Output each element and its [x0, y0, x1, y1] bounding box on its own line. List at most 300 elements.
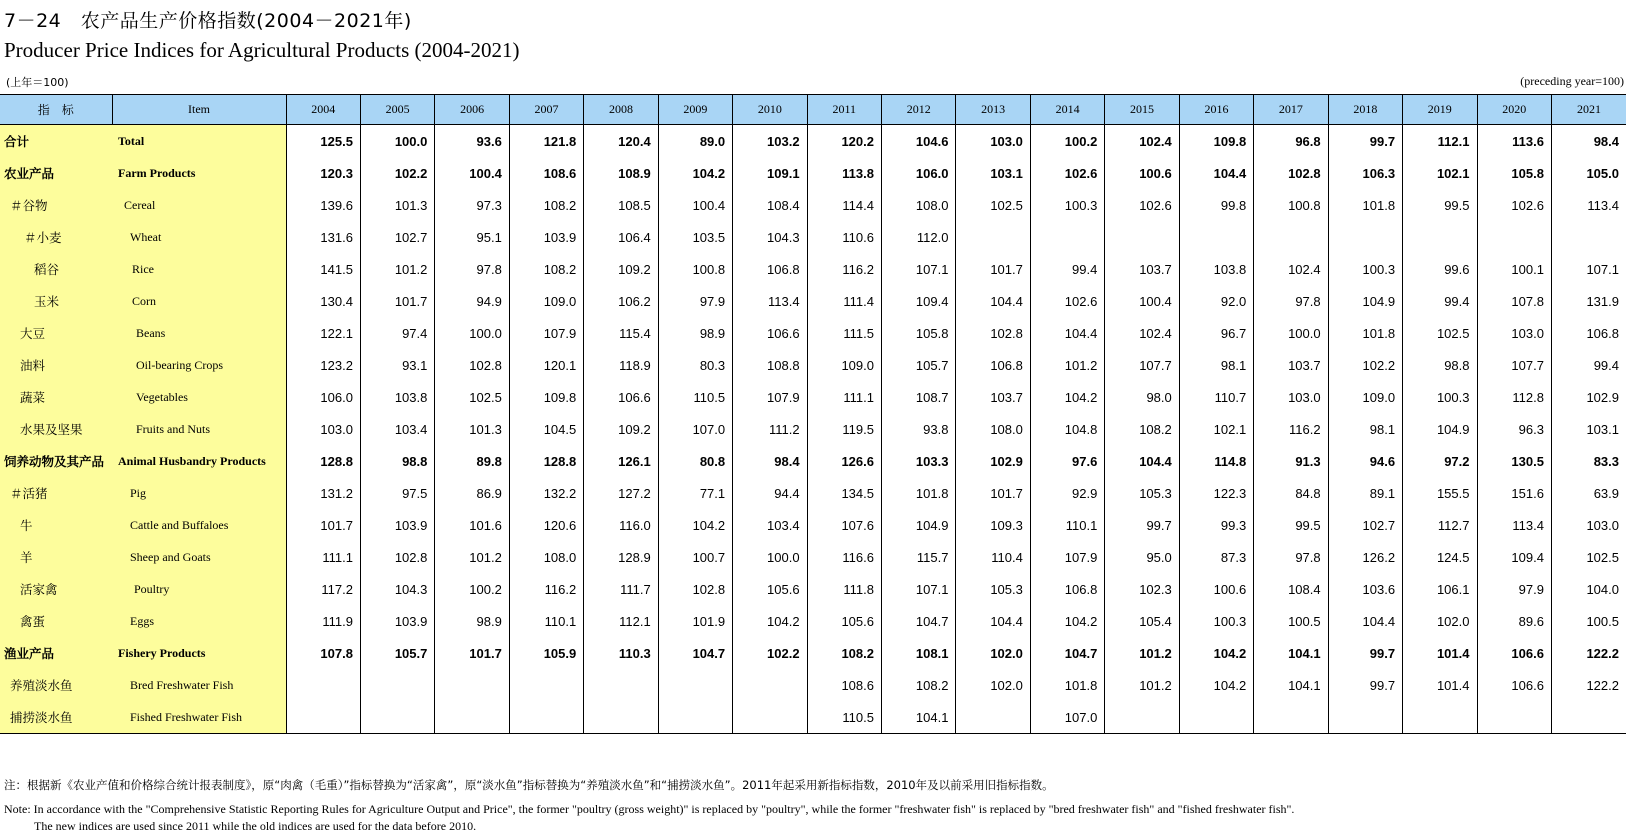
header-year: 2016	[1179, 95, 1253, 125]
value-cell: 103.0	[1254, 381, 1328, 413]
value-cell: 113.4	[1477, 509, 1551, 541]
value-cell: 125.5	[320, 133, 353, 149]
value-cell: 99.4	[1551, 349, 1626, 381]
value-cell: 110.7	[1179, 381, 1253, 413]
footnote-english-line1: Note: In accordance with the "Comprehensive Statistic Reporting Rules for Agriculture Output and Price", the former "poultry (gross weight)" is replaced by "poultry", while the former "freshwater fish" is replaced by "bred freshwater fish" and "fished freshwater fish".	[4, 802, 1295, 816]
value-cell: 107.8	[1477, 285, 1551, 317]
value-cell: 107.8	[320, 645, 353, 661]
value-cell: 104.8	[1030, 413, 1104, 445]
value-cell: 103.8	[1179, 253, 1253, 285]
value-cell: 106.6	[584, 381, 658, 413]
value-cell: 105.4	[1105, 605, 1179, 637]
value-cell: 120.1	[509, 349, 583, 381]
value-cell: 111.9	[322, 613, 353, 629]
value-cell: 99.3	[1179, 509, 1253, 541]
value-cell	[1477, 221, 1551, 253]
value-cell: 101.2	[360, 253, 434, 285]
value-cell	[360, 669, 434, 701]
value-cell: 108.0	[956, 413, 1030, 445]
value-cell: 104.1	[1254, 637, 1328, 669]
value-cell: 115.4	[584, 317, 658, 349]
value-cell: 99.5	[1254, 509, 1328, 541]
value-cell: 108.0	[882, 189, 956, 221]
value-cell	[509, 701, 583, 734]
value-cell: 103.3	[882, 445, 956, 477]
value-cell	[509, 669, 583, 701]
table-row	[0, 157, 1626, 189]
header-year: 2021	[1551, 95, 1626, 125]
value-cell: 102.0	[1403, 605, 1477, 637]
value-cell: 106.8	[733, 253, 807, 285]
value-cell: 104.4	[1030, 317, 1104, 349]
value-cell: 124.5	[1403, 541, 1477, 573]
value-cell: 100.3	[1179, 605, 1253, 637]
table-body	[0, 125, 1626, 734]
row-label-english: Vegetables	[112, 381, 286, 413]
footnote-chinese: 注：根据新《农业产值和价格综合统计报表制度》，原“肉禽（毛重）”指标替换为“活家禽”，原“淡水鱼”指标替换为“养殖淡水鱼”和“捕捞淡水鱼”。2011年起采用新指标指数，2010年及以前采用旧指标指数。	[4, 778, 1054, 792]
value-cell: 80.3	[658, 349, 732, 381]
row-label-chinese: 养殖淡水鱼	[0, 669, 112, 701]
value-cell: 110.5	[807, 701, 881, 734]
value-cell: 104.2	[658, 509, 732, 541]
value-cell: 108.0	[509, 541, 583, 573]
value-cell: 103.9	[509, 221, 583, 253]
value-cell: 100.4	[1105, 285, 1179, 317]
value-cell: 151.6	[1477, 477, 1551, 509]
value-cell: 103.0	[956, 125, 1030, 158]
footnote-english-line2: The new indices are used since 2011 while the old indices are used for the data before 2010.	[34, 819, 477, 833]
value-cell: 132.2	[509, 477, 583, 509]
value-cell: 110.1	[1030, 509, 1104, 541]
value-cell: 106.6	[1477, 637, 1551, 669]
value-cell: 123.2	[320, 357, 353, 373]
value-cell: 102.9	[1551, 381, 1626, 413]
value-cell: 110.3	[584, 637, 658, 669]
value-cell: 109.2	[584, 413, 658, 445]
header-indicator-chinese: 指 标	[0, 95, 112, 125]
value-cell: 141.5	[320, 261, 353, 277]
value-cell: 108.9	[584, 157, 658, 189]
value-cell: 104.3	[733, 221, 807, 253]
row-label-english: Animal Husbandry Products	[112, 445, 286, 477]
value-cell: 101.9	[658, 605, 732, 637]
value-cell: 102.7	[360, 221, 434, 253]
table-row	[0, 605, 1626, 637]
value-cell: 105.6	[733, 573, 807, 605]
row-label-chinese: 稻谷	[0, 253, 112, 285]
value-cell: 100.0	[435, 317, 509, 349]
value-cell	[1328, 221, 1402, 253]
value-cell: 109.3	[956, 509, 1030, 541]
value-cell: 106.1	[1403, 573, 1477, 605]
value-cell	[584, 701, 658, 734]
value-cell: 100.3	[1030, 189, 1104, 221]
value-cell: 107.1	[1551, 253, 1626, 285]
value-cell: 104.5	[509, 413, 583, 445]
value-cell: 93.6	[435, 125, 509, 158]
value-cell: 102.4	[1105, 317, 1179, 349]
value-cell: 104.4	[956, 605, 1030, 637]
value-cell: 104.4	[1328, 605, 1402, 637]
value-cell: 104.6	[882, 125, 956, 158]
row-label-english: Pig	[112, 477, 286, 509]
value-cell: 100.2	[435, 573, 509, 605]
value-cell: 101.7	[360, 285, 434, 317]
value-cell: 108.6	[807, 669, 881, 701]
value-cell: 107.9	[1030, 541, 1104, 573]
value-cell: 97.8	[435, 253, 509, 285]
table-row	[0, 125, 1626, 158]
value-cell: 116.2	[807, 253, 881, 285]
row-label-chinese: 羊	[0, 541, 112, 573]
value-cell: 102.8	[360, 541, 434, 573]
value-cell: 104.2	[658, 157, 732, 189]
value-cell: 91.3	[1254, 445, 1328, 477]
value-cell: 77.1	[658, 477, 732, 509]
value-cell: 98.8	[1403, 349, 1477, 381]
value-cell: 127.2	[584, 477, 658, 509]
value-cell: 92.9	[1030, 477, 1104, 509]
value-cell: 98.1	[1179, 349, 1253, 381]
value-cell: 101.2	[1105, 669, 1179, 701]
value-cell: 93.8	[882, 413, 956, 445]
table-row	[0, 253, 1626, 285]
price-index-table	[0, 94, 1626, 734]
value-cell: 99.4	[1030, 253, 1104, 285]
header-year: 2009	[658, 95, 732, 125]
row-label-chinese: ＃谷物	[0, 189, 112, 221]
value-cell	[1403, 221, 1477, 253]
value-cell: 113.4	[733, 285, 807, 317]
value-cell: 104.9	[1403, 413, 1477, 445]
value-cell: 106.3	[1328, 157, 1402, 189]
table-row	[0, 669, 1626, 701]
value-cell: 106.2	[584, 285, 658, 317]
row-label-chinese: 捕捞淡水鱼	[0, 701, 112, 734]
value-cell	[956, 221, 1030, 253]
row-label-chinese: 油料	[0, 349, 112, 381]
value-cell: 100.0	[1254, 317, 1328, 349]
value-cell: 103.4	[733, 509, 807, 541]
value-cell: 108.2	[882, 669, 956, 701]
value-cell: 104.1	[882, 701, 956, 734]
value-cell: 122.2	[1551, 637, 1626, 669]
value-cell	[956, 701, 1030, 734]
value-cell: 107.0	[1030, 701, 1104, 734]
value-cell: 103.0	[320, 421, 353, 437]
value-cell	[1551, 701, 1626, 734]
value-cell: 107.9	[733, 381, 807, 413]
value-cell: 98.4	[733, 445, 807, 477]
value-cell: 109.4	[1477, 541, 1551, 573]
value-cell: 96.8	[1254, 125, 1328, 158]
value-cell: 103.8	[360, 381, 434, 413]
value-cell	[1179, 221, 1253, 253]
row-label-english: Fished Freshwater Fish	[112, 701, 286, 734]
value-cell: 86.9	[435, 477, 509, 509]
header-year: 2004	[286, 95, 360, 125]
value-cell: 104.9	[882, 509, 956, 541]
value-cell: 112.0	[882, 221, 956, 253]
value-cell: 126.6	[807, 445, 881, 477]
value-cell: 80.8	[658, 445, 732, 477]
value-cell: 102.2	[733, 637, 807, 669]
value-cell: 99.5	[1403, 189, 1477, 221]
value-cell: 101.7	[435, 637, 509, 669]
value-cell: 94.9	[435, 285, 509, 317]
value-cell: 98.0	[1105, 381, 1179, 413]
value-cell: 116.6	[807, 541, 881, 573]
value-cell: 100.6	[1105, 157, 1179, 189]
value-cell: 131.6	[320, 229, 353, 245]
value-cell: 107.9	[509, 317, 583, 349]
row-label-chinese: ＃活猪	[0, 477, 112, 509]
value-cell: 100.4	[658, 189, 732, 221]
value-cell: 101.8	[1328, 317, 1402, 349]
row-label-chinese: ＃小麦	[0, 221, 112, 253]
value-cell: 103.7	[1254, 349, 1328, 381]
table-row	[0, 221, 1626, 253]
base-year-note-english: (preceding year=100)	[1520, 74, 1624, 88]
value-cell	[1179, 701, 1253, 734]
value-cell: 104.4	[956, 285, 1030, 317]
value-cell: 109.0	[509, 285, 583, 317]
value-cell: 134.5	[807, 477, 881, 509]
value-cell: 111.5	[807, 317, 881, 349]
value-cell: 102.5	[1551, 541, 1626, 573]
value-cell: 103.5	[658, 221, 732, 253]
value-cell: 116.0	[584, 509, 658, 541]
value-cell: 113.8	[807, 157, 881, 189]
value-cell: 109.8	[1179, 125, 1253, 158]
value-cell: 107.1	[882, 573, 956, 605]
value-cell: 103.7	[956, 381, 1030, 413]
value-cell: 114.4	[807, 189, 881, 221]
row-label-english: Cattle and Buffaloes	[112, 509, 286, 541]
header-year: 2020	[1477, 95, 1551, 125]
value-cell: 101.6	[435, 509, 509, 541]
header-year: 2013	[956, 95, 1030, 125]
row-label-chinese: 蔬菜	[0, 381, 112, 413]
value-cell: 97.8	[1254, 285, 1328, 317]
value-cell: 101.8	[1030, 669, 1104, 701]
value-cell: 107.7	[1477, 349, 1551, 381]
value-cell: 102.8	[956, 317, 1030, 349]
value-cell: 113.4	[1551, 189, 1626, 221]
value-cell: 104.2	[1179, 637, 1253, 669]
value-cell: 108.2	[807, 637, 881, 669]
value-cell: 104.1	[1254, 669, 1328, 701]
value-cell	[1403, 701, 1477, 734]
value-cell: 102.8	[435, 349, 509, 381]
value-cell: 98.8	[360, 445, 434, 477]
value-cell: 98.4	[1551, 125, 1626, 158]
value-cell: 97.5	[360, 477, 434, 509]
value-cell: 100.8	[1254, 189, 1328, 221]
value-cell: 100.3	[1403, 381, 1477, 413]
table-row	[0, 349, 1626, 381]
value-cell: 112.8	[1477, 381, 1551, 413]
value-cell: 98.9	[435, 605, 509, 637]
value-cell: 104.4	[1105, 445, 1179, 477]
value-cell: 109.0	[1328, 381, 1402, 413]
row-label-english: Eggs	[112, 605, 286, 637]
value-cell: 109.8	[509, 381, 583, 413]
header-year: 2011	[807, 95, 881, 125]
value-cell: 101.3	[435, 413, 509, 445]
value-cell: 130.4	[320, 293, 353, 309]
value-cell	[435, 701, 509, 734]
value-cell: 105.3	[956, 573, 1030, 605]
value-cell: 103.4	[360, 413, 434, 445]
value-cell: 110.5	[658, 381, 732, 413]
value-cell: 120.3	[320, 165, 353, 181]
value-cell: 105.7	[882, 349, 956, 381]
value-cell: 93.1	[360, 349, 434, 381]
value-cell: 97.9	[1477, 573, 1551, 605]
header-year: 2012	[882, 95, 956, 125]
value-cell	[1477, 701, 1551, 734]
value-cell: 104.2	[1030, 605, 1104, 637]
header-year: 2014	[1030, 95, 1104, 125]
value-cell: 96.7	[1179, 317, 1253, 349]
value-cell: 112.7	[1403, 509, 1477, 541]
value-cell: 108.6	[509, 157, 583, 189]
value-cell: 120.2	[807, 125, 881, 158]
value-cell: 108.2	[509, 253, 583, 285]
value-cell	[733, 669, 807, 701]
value-cell: 102.7	[1328, 509, 1402, 541]
value-cell: 108.4	[733, 189, 807, 221]
value-cell: 112.1	[584, 605, 658, 637]
row-label-chinese: 合计	[0, 125, 112, 158]
table-row	[0, 541, 1626, 573]
value-cell: 107.6	[807, 509, 881, 541]
row-label-english: Oil-bearing Crops	[112, 349, 286, 381]
value-cell	[286, 701, 360, 734]
value-cell: 101.2	[435, 541, 509, 573]
value-cell: 102.8	[1254, 157, 1328, 189]
value-cell: 105.8	[1477, 157, 1551, 189]
value-cell: 116.2	[1254, 413, 1328, 445]
value-cell: 99.7	[1328, 125, 1402, 158]
value-cell	[360, 701, 434, 734]
value-cell: 106.8	[956, 349, 1030, 381]
value-cell: 104.2	[733, 605, 807, 637]
value-cell: 103.7	[1105, 253, 1179, 285]
value-cell: 103.0	[1477, 317, 1551, 349]
value-cell: 122.2	[1551, 669, 1626, 701]
value-cell: 101.4	[1403, 669, 1477, 701]
value-cell: 128.9	[584, 541, 658, 573]
value-cell: 119.5	[807, 413, 881, 445]
row-label-english: Bred Freshwater Fish	[112, 669, 286, 701]
value-cell: 108.2	[1105, 413, 1179, 445]
table-row	[0, 317, 1626, 349]
value-cell: 108.5	[584, 189, 658, 221]
value-cell: 102.2	[360, 157, 434, 189]
value-cell: 102.0	[956, 669, 1030, 701]
value-cell: 102.2	[1328, 349, 1402, 381]
value-cell: 155.5	[1403, 477, 1477, 509]
value-cell: 108.8	[733, 349, 807, 381]
value-cell: 103.1	[956, 157, 1030, 189]
value-cell: 101.7	[956, 253, 1030, 285]
value-cell	[1551, 221, 1626, 253]
header-item-english: Item	[112, 95, 286, 125]
table-row	[0, 637, 1626, 669]
value-cell: 104.0	[1551, 573, 1626, 605]
value-cell: 87.3	[1179, 541, 1253, 573]
value-cell: 112.1	[1403, 125, 1477, 158]
value-cell: 102.5	[956, 189, 1030, 221]
value-cell: 97.4	[360, 317, 434, 349]
value-cell: 100.2	[1030, 125, 1104, 158]
value-cell: 63.9	[1551, 477, 1626, 509]
value-cell: 126.2	[1328, 541, 1402, 573]
value-cell	[658, 701, 732, 734]
value-cell: 110.4	[956, 541, 1030, 573]
value-cell: 111.1	[807, 381, 881, 413]
header-year: 2019	[1403, 95, 1477, 125]
value-cell	[435, 669, 509, 701]
row-label-english: Sheep and Goats	[112, 541, 286, 573]
value-cell: 114.8	[1179, 445, 1253, 477]
table-row	[0, 381, 1626, 413]
value-cell: 131.9	[1551, 285, 1626, 317]
value-cell: 101.3	[360, 189, 434, 221]
value-cell: 89.1	[1328, 477, 1402, 509]
value-cell: 100.4	[435, 157, 509, 189]
value-cell: 101.2	[1030, 349, 1104, 381]
value-cell: 105.6	[807, 605, 881, 637]
value-cell: 105.0	[1551, 157, 1626, 189]
value-cell: 126.1	[584, 445, 658, 477]
value-cell: 102.1	[1403, 157, 1477, 189]
value-cell	[733, 701, 807, 734]
value-cell: 115.7	[882, 541, 956, 573]
base-year-note-chinese: (上年＝100)	[6, 76, 69, 89]
value-cell: 104.7	[658, 637, 732, 669]
table-row	[0, 189, 1626, 221]
value-cell: 101.8	[882, 477, 956, 509]
table-row	[0, 445, 1626, 477]
value-cell: 107.0	[658, 413, 732, 445]
value-cell: 101.2	[1105, 637, 1179, 669]
value-cell: 101.7	[320, 517, 353, 533]
value-cell: 103.0	[1551, 509, 1626, 541]
value-cell: 89.0	[658, 125, 732, 158]
value-cell: 106.8	[1030, 573, 1104, 605]
row-label-chinese: 农业产品	[0, 157, 112, 189]
value-cell: 104.9	[1328, 285, 1402, 317]
table-row	[0, 509, 1626, 541]
value-cell	[658, 669, 732, 701]
value-cell: 105.7	[360, 637, 434, 669]
value-cell: 97.3	[435, 189, 509, 221]
value-cell: 104.2	[1030, 381, 1104, 413]
value-cell: 97.2	[1403, 445, 1477, 477]
value-cell: 100.1	[1477, 253, 1551, 285]
value-cell: 116.2	[509, 573, 583, 605]
value-cell: 104.4	[1179, 157, 1253, 189]
value-cell: 100.7	[658, 541, 732, 573]
row-label-chinese: 水果及坚果	[0, 413, 112, 445]
table-row	[0, 701, 1626, 734]
value-cell: 102.0	[956, 637, 1030, 669]
value-cell: 102.6	[1477, 189, 1551, 221]
table-title-english: Producer Price Indices for Agricultural Products (2004-2021)	[4, 38, 520, 62]
